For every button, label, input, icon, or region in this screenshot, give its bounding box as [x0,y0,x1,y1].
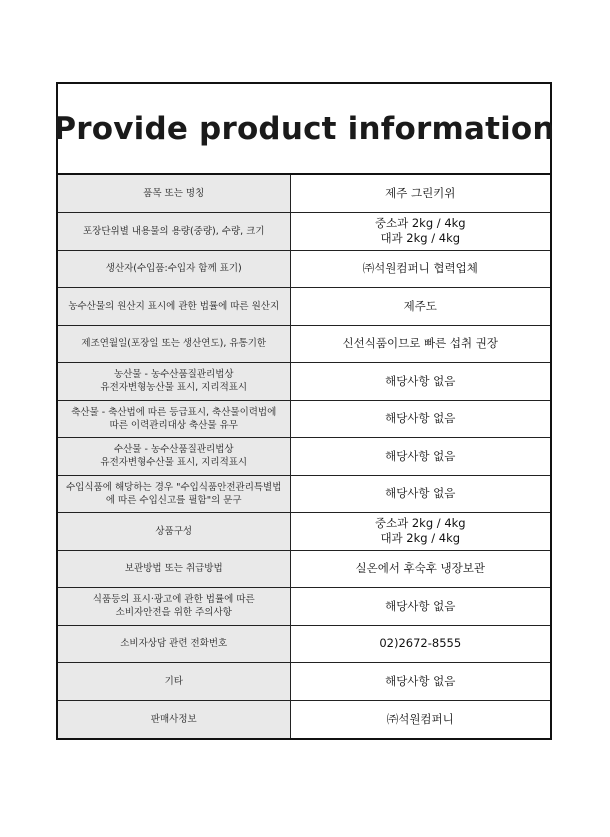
row-label-text: 생산자(수입품:수입자 함께 표기) [105,263,242,275]
row-value-cell [290,325,550,363]
row-value-cell [290,475,550,513]
row-label-cell [58,438,290,476]
table-row [58,588,550,626]
row-label-text: 소비자안전을 위한 주의사항 [115,607,232,619]
row-label-cell [58,588,290,626]
product-info-table [58,175,550,738]
row-label-text: 따른 이력관리대상 축산물 유무 [109,419,238,431]
row-label-text: 수입식품에 해당하는 경우 "수입식품안전관리특별법 [66,481,282,493]
row-label-text: 유전자변형수산물 표시, 지리적표시 [100,457,248,469]
row-value-text: 신선식품이므로 빠른 섭취 권장 [342,336,498,351]
row-value-cell [290,400,550,438]
table-row [58,438,550,476]
row-label-text: 제조연월일(포장일 또는 생산연도), 유통기한 [81,338,267,350]
table-row [58,400,550,438]
row-value-text: 해당사항 없음 [385,598,456,613]
row-value-text: 실온에서 후숙후 냉장보관 [355,561,485,576]
row-value-text: 중소과 2kg / 4kg [374,516,466,531]
row-label-text: 수산물 - 농수산품질관리법상 [113,444,234,456]
row-label-text: 식품등의 표시·광고에 관한 법률에 따른 [92,594,255,606]
row-label-cell [58,400,290,438]
row-value-cell [290,588,550,626]
row-label-text: 판매사정보 [150,713,197,725]
row-value-cell [290,663,550,701]
table-row [58,288,550,326]
row-label-cell [58,325,290,363]
row-label-cell [58,550,290,588]
row-value-text: 해당사항 없음 [385,486,456,501]
product-info-sheet [53,82,555,740]
table-row [58,363,550,401]
row-value-cell [290,513,550,551]
row-label-text: 소비자상담 관련 전화번호 [120,638,228,650]
title-box [53,84,555,175]
row-value-text: 해당사항 없음 [385,411,456,426]
row-value-text: 대과 2kg / 4kg [380,231,461,246]
row-label-text: 유전자변형농산물 표시, 지리적표시 [100,382,248,394]
table-row [58,213,550,251]
row-label-text: 품목 또는 명칭 [143,188,205,199]
row-value-text: ㈜석원컴퍼니 협력업체 [362,261,478,276]
table-row [58,663,550,701]
row-label-text: 기타 [164,675,183,687]
row-value-text: 제주도 [403,298,437,313]
row-label-text: 에 따른 수입신고를 필함"의 문구 [105,494,242,506]
table-row [58,475,550,513]
row-label-cell [58,700,290,738]
row-value-cell [290,550,550,588]
row-label-text: 농산물 - 농수산품질관리법상 [113,369,234,381]
row-value-cell [290,250,550,288]
row-value-text: 해당사항 없음 [385,448,456,463]
row-label-text: 축산물 - 축산법에 따른 등급표시, 축산물이력법에 [71,406,277,418]
row-value-text: 02)2672-8555 [379,636,462,651]
row-value-cell [290,213,550,251]
row-value-text: 제주 그린키위 [385,186,456,200]
table-row [58,550,550,588]
row-label-cell [58,175,290,213]
row-label-text: 포장단위별 내용물의 용량(중량), 수량, 크기 [82,225,265,237]
row-label-cell [58,663,290,701]
row-label-text: 농수산물의 원산지 표시에 관한 법률에 따른 원산지 [68,300,280,312]
row-label-cell [58,213,290,251]
row-value-text: 해당사항 없음 [385,373,456,388]
row-label-cell [58,288,290,326]
row-value-cell [290,288,550,326]
row-value-cell [290,438,550,476]
row-value-cell [290,625,550,663]
table-row [58,325,550,363]
row-label-text: 상품구성 [155,525,193,537]
row-value-cell [290,175,550,213]
row-label-cell [58,475,290,513]
row-value-cell [290,363,550,401]
table-row [58,513,550,551]
table-row [58,625,550,663]
row-value-text: 해당사항 없음 [385,673,456,688]
page-title: Provide product information [53,110,555,147]
row-label-cell [58,513,290,551]
row-value-text: ㈜석원컴퍼니 [386,711,454,726]
row-value-cell [290,700,550,738]
row-label-text: 보관방법 또는 취급방법 [124,563,223,575]
table-row [58,700,550,738]
table-row [58,250,550,288]
row-label-cell [58,363,290,401]
row-value-text: 대과 2kg / 4kg [380,531,461,546]
row-label-cell [58,625,290,663]
row-value-text: 중소과 2kg / 4kg [374,216,466,231]
row-label-cell [58,250,290,288]
table-row [58,175,550,213]
